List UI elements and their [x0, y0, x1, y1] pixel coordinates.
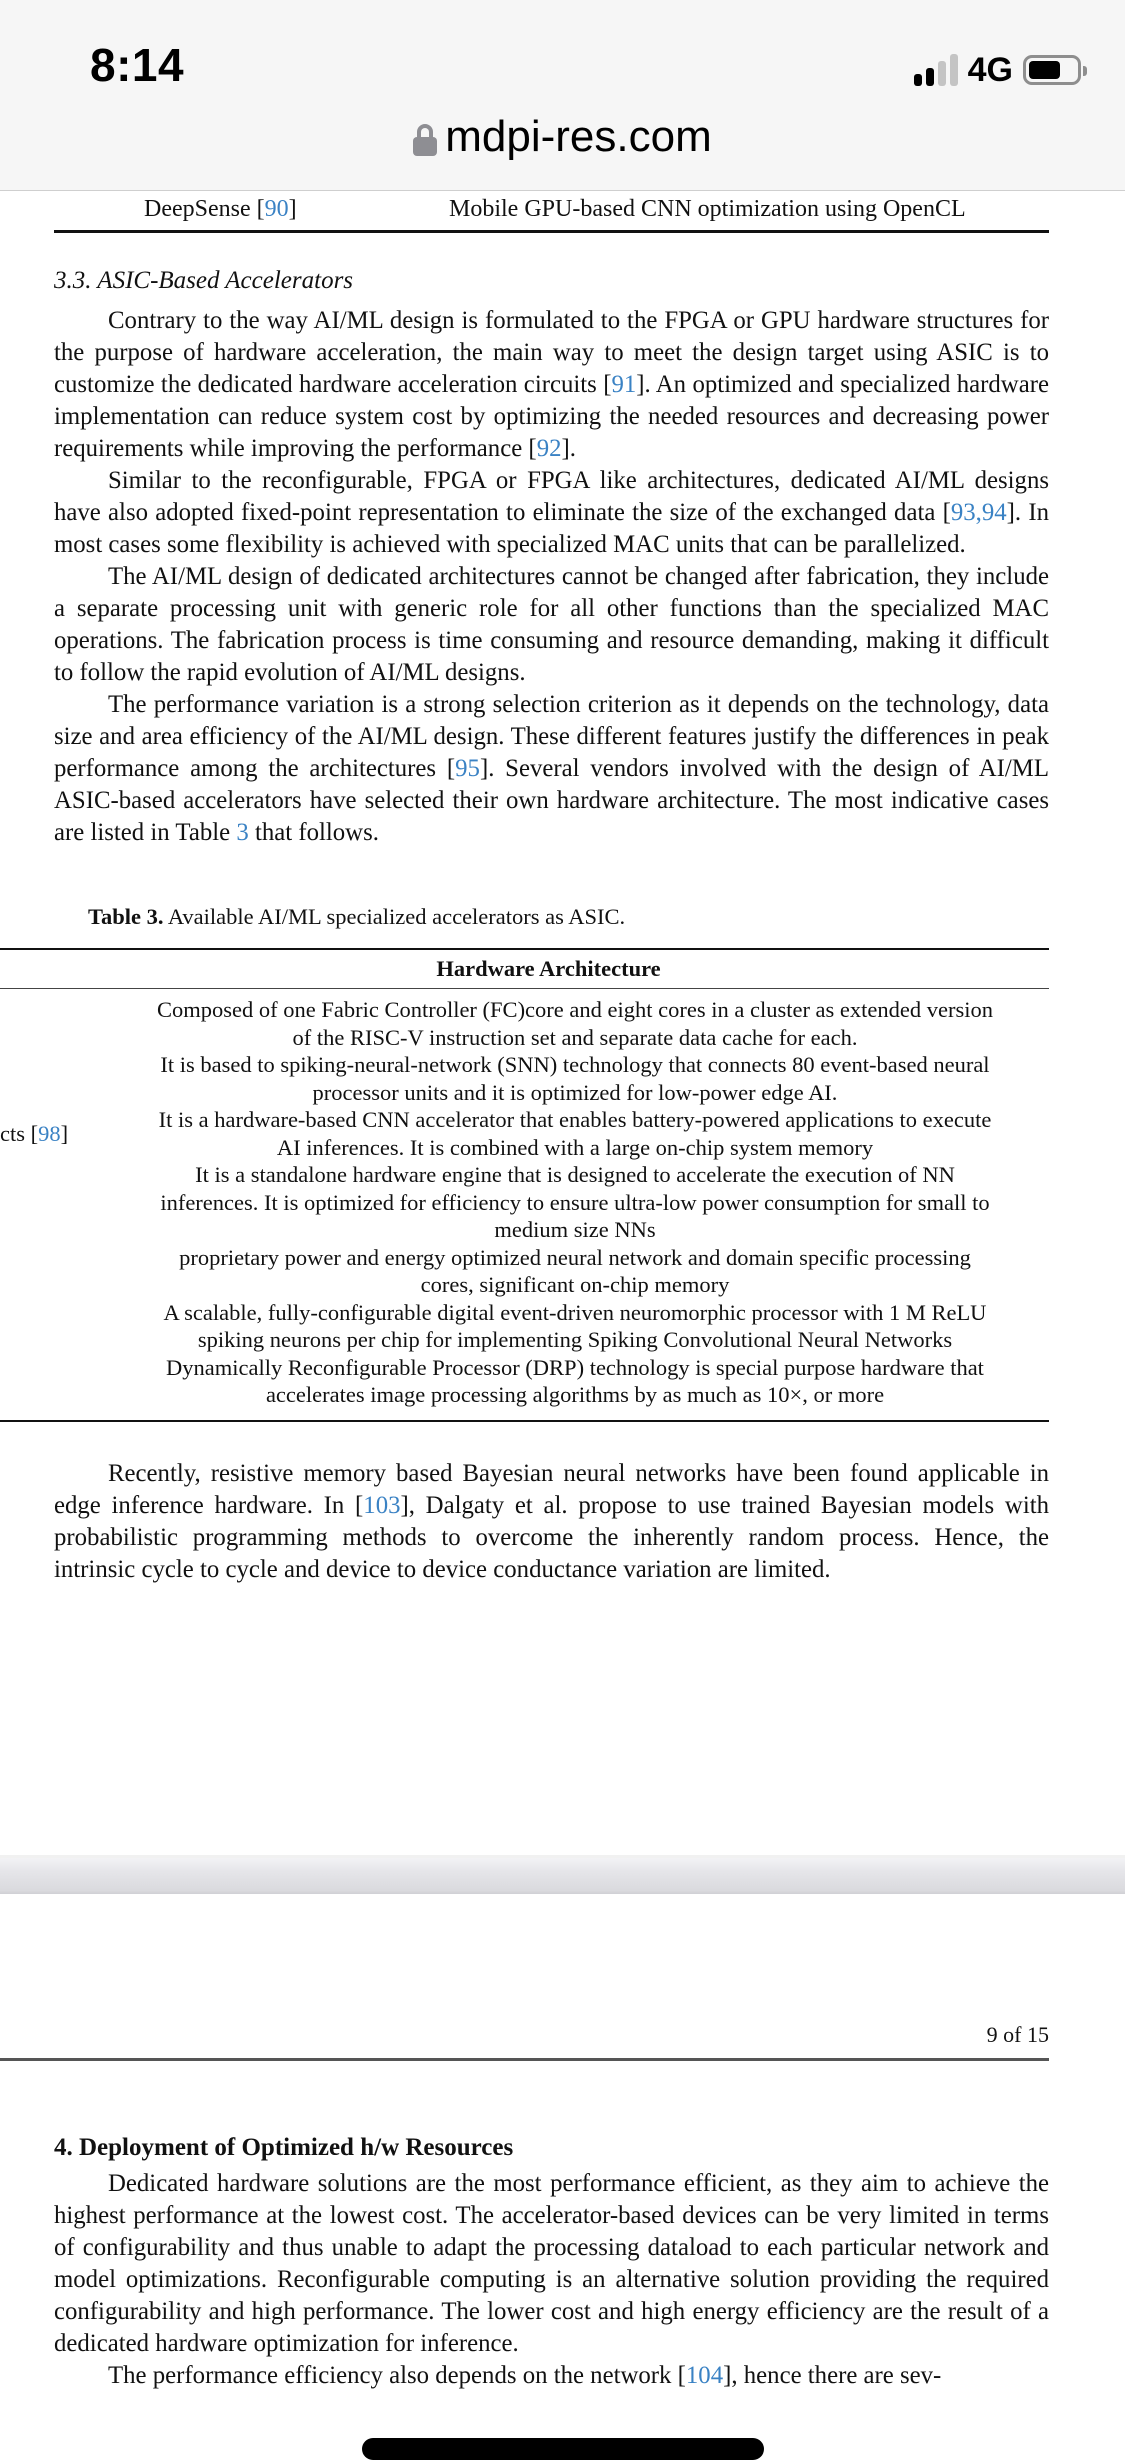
table-row [100, 1354, 1050, 1409]
url-text[interactable]: mdpi-res.com [445, 112, 712, 161]
table-cell-line: AI inferences. It is combined with a large on-chip system memory [276, 1134, 874, 1160]
page-number: 9 of 15 [986, 2022, 1049, 2047]
paragraph: The performance variation is a strong selection criterion as it depends on the technology, data size and area efficiency of the AI/ML design. These different features justify the differences in peak performance among the architectures [95]. Several vendors involved with the design of AI/ML ASIC-based accelerators have selected their own hardware architecture. The most indicative cases are listed in Table 3 that follows. [54, 691, 1049, 846]
table-header-rule [0, 988, 1049, 989]
table-cell-line: inferences. It is optimized for efficiency to ensure ultra-low power consumption for small to [160, 1189, 990, 1215]
status-time: 8:14 [90, 39, 185, 91]
section-heading: 4. Deployment of Optimized h/w Resources [54, 2134, 514, 2161]
paragraph: Similar to the reconfigurable, FPGA or FPGA like architectures, dedicated AI/ML designs have also adopted fixed-point representation to eliminate the size of the exchanged data [93,94]. In most cases some flexibility is achieved with specialized MAC units that can be parallelized. [54, 467, 1050, 558]
table-cell-line: of the RISC-V instruction set and separate data cache for each. [292, 1024, 858, 1050]
network-type: 4G [967, 50, 1013, 89]
table-row [100, 996, 1050, 1051]
section-4-body [54, 2168, 1049, 2392]
browser-chrome [0, 0, 1125, 191]
table-cell-line: It is a standalone hardware engine that is designed to accelerate the execution of NN [195, 1162, 955, 1187]
citation-link[interactable]: 3 [236, 819, 249, 846]
cellular-signal-icon [914, 54, 958, 86]
table-body [100, 996, 1050, 1409]
prev-table-name-cell: DeepSense [90] [144, 196, 297, 222]
paragraph: The AI/ML design of dedicated architectures cannot be changed after fabrication, they include a separate processing unit with generic role for all other functions than the specialized MAC operations. The fabrication process is time consuming and resource demanding, making it difficult to follow the rapid evolution of AI/ML designs. [54, 563, 1049, 686]
table-cell-line: Dynamically Reconfigurable Processor (DRP) technology is special purpose hardware that [166, 1354, 984, 1380]
page-header-rule [0, 2058, 1049, 2061]
table-left-cell-fragment: cts [98] [0, 1121, 69, 1146]
home-indicator-bar [362, 2438, 764, 2460]
citation-link[interactable]: 92 [536, 435, 562, 462]
lock-icon [413, 124, 437, 156]
prev-table-description-cell: Mobile GPU-based CNN optimization using OpenCL [449, 196, 966, 222]
table-row [100, 1161, 1050, 1244]
table-row [100, 1299, 1050, 1354]
table-cell-line: processor units and it is optimized for low-power edge AI. [312, 1079, 838, 1105]
table-cell-line: cores, significant on-chip memory [420, 1272, 730, 1297]
citation-link[interactable]: 104 [685, 2362, 724, 2389]
table-bottom-rule [0, 1420, 1049, 1422]
table-cell-line: It is a hardware-based CNN accelerator that enables battery-powered applications to execute [158, 1107, 992, 1132]
table-cell-line: accelerates image processing algorithms by as much as 10×, or more [265, 1382, 885, 1407]
table-bottom-rule [54, 230, 1049, 233]
paragraph: Contrary to the way AI/ML design is formulated to the FPGA or GPU hardware structures for the purpose of hardware acceleration, the main way to meet the design target using ASIC is to customize the dedicated hardware acceleration circuits [91]. An optimized and specialized hardware implementation can reduce system cost by optimizing the needed resources and decreasing power requirements while improving the performance [92]. [54, 307, 1049, 462]
citation-link[interactable]: 103 [363, 1492, 401, 1519]
citation-link[interactable]: 91 [611, 371, 637, 398]
page-separator [0, 1855, 1125, 1894]
paragraph: Dedicated hardware solutions are the most performance efficient, as they aim to achieve the highest performance at the lowest cost. The accelerator-based devices can be very limited in terms of configurability and thus unable to adapt the processing dataload to each particular network and model optimizations. Reconfigurable computing is an alternative solution providing the required configurability and high performance. The lower cost and high energy efficiency are the result of a dedicated hardware optimization for inference. [54, 2170, 1049, 2357]
table-cell-line: Composed of one Fabric Controller (FC)core and eight cores in a cluster as extended version [156, 997, 993, 1022]
citation-link[interactable]: 93,94 [950, 499, 1007, 526]
citation-link[interactable]: 98 [38, 1121, 61, 1146]
after-table-paragraph [54, 1458, 1049, 1586]
paragraph: The performance efficiency also depends on the network [104], hence there are sev- [108, 2362, 942, 2389]
battery-icon [1023, 55, 1081, 85]
section-3-3-body [54, 305, 1049, 849]
table-row [100, 1106, 1050, 1161]
table-row [100, 1244, 1050, 1299]
citation-link[interactable]: 95 [455, 755, 480, 782]
table-row [100, 1051, 1050, 1106]
table-cell-line: proprietary power and energy optimized neural network and domain specific processing [179, 1244, 971, 1270]
table-header-hardware-architecture: Hardware Architecture [436, 956, 661, 981]
address-bar[interactable] [0, 112, 1125, 162]
section-heading: 3.3. ASIC-Based Accelerators [54, 267, 354, 294]
status-indicators [914, 50, 1081, 90]
prev-table-last-row [54, 190, 1049, 232]
citation-link[interactable]: 90 [264, 196, 289, 222]
table-caption: Table 3. Available AI/ML specialized accelerators as ASIC. [88, 904, 626, 929]
table-cell-line: medium size NNs [494, 1217, 656, 1242]
table-top-rule [0, 948, 1049, 950]
paragraph: Recently, resistive memory based Bayesian neural networks have been found applicable in edge inference hardware. In [103], Dalgaty et al. propose to use trained Bayesian models with probabilistic programming methods to overcome the inherently random process. Hence, the intrinsic cycle to cycle and device to device conductance variation are limited. [54, 1460, 1049, 1583]
table-cell-line: spiking neurons per chip for implementing Spiking Convolutional Neural Networks [197, 1327, 953, 1352]
table-cell-line: A scalable, fully-configurable digital event-driven neuromorphic processor with 1 M ReLU [163, 1299, 987, 1325]
table-cell-line: It is based to spiking-neural-network (SNN) technology that connects 80 event-based neural [160, 1052, 990, 1077]
